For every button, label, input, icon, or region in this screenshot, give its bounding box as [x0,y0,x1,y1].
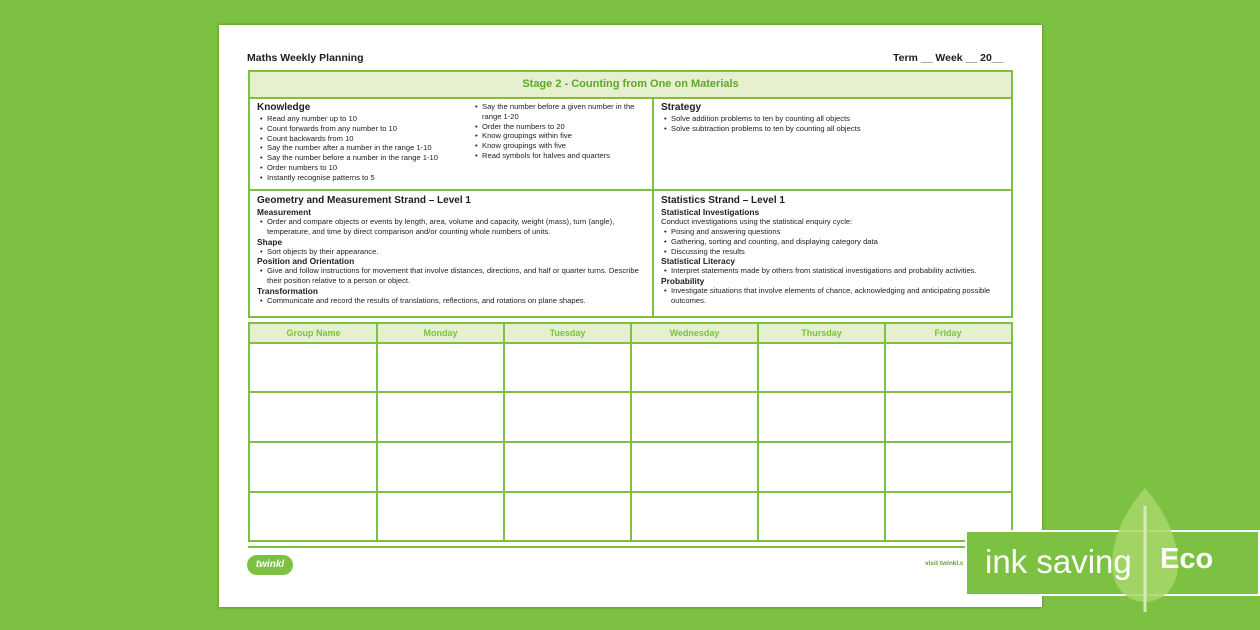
sheet-title: Maths Weekly Planning [247,52,364,64]
ink-saving-label: ink saving [985,543,1132,580]
list-item: • Read any number up to 10 [267,114,472,124]
list-item: • Interpret statements made by others from statistical investigations and probability activities. [671,266,1011,276]
geometry-heading: Geometry and Measurement Strand – Level 1 [257,195,471,206]
strategy-cell [661,102,1011,192]
list-item: • Sort objects by their appearance. [267,247,652,257]
grid-col-line [884,324,886,540]
grid-header-wednesday: Wednesday [631,324,758,342]
measurement-subheading: Measurement [257,207,311,217]
plan-divider-vertical [652,97,654,318]
list-item: • Solve addition problems to ten by counting all objects [671,114,1011,124]
literacy-list [661,266,1011,276]
investigations-intro: Conduct investigations using the statistical enquiry cycle: [661,217,853,226]
visit-link[interactable]: visit twinkl.c [925,560,964,567]
position-subheading: Position and Orientation [257,256,355,267]
list-item: • Posing and answering questions [671,227,1011,237]
knowledge-right-list [472,102,642,183]
list-item: • Know groupings within five [482,131,642,141]
grid-col-line [757,324,759,540]
strategy-list [661,114,1011,134]
grid-header-group-name: Group Name [250,324,377,342]
shape-list [257,247,652,257]
list-item: • Gathering, sorting and counting, and displaying category data [671,237,1011,247]
list-item: • Count forwards from any number to 10 [267,124,472,134]
grid-row-line [250,491,1011,493]
list-item: • Instantly recognise patterns to 5 [267,173,472,183]
list-item: • Investigate situations that involve elements of chance, acknowledging and anticipating possible outcomes. [671,286,1011,306]
grid-header-tuesday: Tuesday [504,324,631,342]
term-week-year: Term __ Week __ 20__ [893,52,1004,64]
plan-divider-horizontal [250,189,1011,191]
literacy-subheading: Statistical Literacy [661,256,736,267]
transformation-list [257,296,652,306]
measurement-list [257,217,652,237]
list-item: • Know groupings with five [482,141,642,151]
list-item: • Give and follow instructions for movement that involve distances, directions, and half or quarter turns. Describe their position relative to a person or object. [267,266,652,286]
grid-row-line [250,342,1011,344]
plan-box [248,70,1013,318]
transformation-subheading: Transformation [257,285,318,296]
stage-title: Stage 2 - Counting from One on Materials [250,72,1011,99]
list-item: • Count backwards from 10 [267,134,472,144]
knowledge-left-list [257,114,472,183]
list-item: • Say the number after a number in the range 1-10 [267,143,472,153]
geometry-cell [257,195,652,315]
twinkl-logo: twinkl [247,555,293,575]
probability-list [661,286,1011,306]
shape-subheading: Shape [257,236,283,247]
list-item: • Read symbols for halves and quarters [482,151,642,161]
knowledge-cell [257,102,647,192]
knowledge-heading: Knowledge [257,102,311,113]
grid-col-line [503,324,505,540]
grid-col-line [376,324,378,540]
list-item: • Communicate and record the results of translations, reflections, and rotations on plane shapes. [267,296,652,306]
weekly-grid [248,322,1013,542]
list-item: • Discussing the results [671,247,1011,257]
footer-divider [248,546,1013,548]
grid-header-thursday: Thursday [758,324,885,342]
grid-row-line [250,391,1011,393]
grid-row-line [250,441,1011,443]
list-item: • Order and compare objects or events by length, area, volume and capacity, weight (mass), turn (angle), temperature, and time by direct comparison and/or counting whole numbers of units. [267,217,652,237]
list-item: • Order numbers to 10 [267,163,472,173]
planning-sheet [219,25,1042,607]
position-list [257,266,652,286]
ink-saving-badge [965,530,1260,596]
grid-header-monday: Monday [377,324,504,342]
statistics-cell [661,195,1011,315]
grid-col-line [630,324,632,540]
statistics-heading: Statistics Strand – Level 1 [661,195,785,206]
investigations-subheading: Statistical Investigations [661,207,760,217]
grid-header-friday: Friday [885,324,1011,342]
list-item: • Solve subtraction problems to ten by counting all objects [671,124,1011,134]
strategy-heading: Strategy [661,102,702,113]
list-item: • Say the number before a number in the range 1-10 [267,153,472,163]
eco-label: Eco [1160,543,1214,575]
investigations-list [661,227,1011,256]
list-item: • Say the number before a given number in the range 1-20 [482,102,642,122]
probability-subheading: Probability [661,276,705,287]
list-item: • Order the numbers to 20 [482,122,642,132]
